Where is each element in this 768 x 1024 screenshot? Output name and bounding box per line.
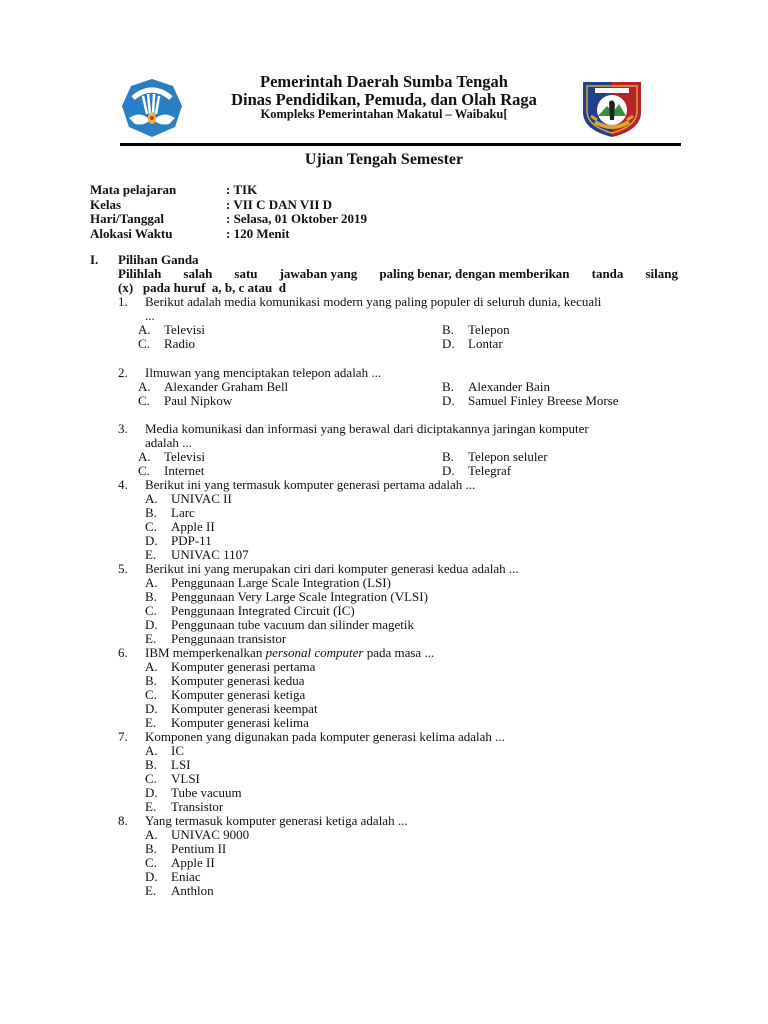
question-text: Yang termasuk komputer generasi ketiga adalah ... — [145, 813, 408, 828]
question-2 — [118, 366, 702, 408]
option-b[interactable] — [442, 380, 702, 394]
option-letter: C. — [145, 603, 157, 618]
meta-value: : TIK — [226, 182, 258, 197]
question-number: 5. — [118, 561, 128, 576]
option-a[interactable] — [138, 380, 442, 394]
option-d[interactable] — [145, 618, 675, 632]
meta-row-subject — [90, 183, 367, 198]
option-letter: C. — [138, 336, 150, 351]
instruction-word: Pilihlah — [118, 266, 162, 281]
option-text: UNIVAC 1107 — [171, 547, 249, 562]
question-text: Ilmuwan yang menciptakan telepon adalah ... — [145, 365, 382, 380]
option-text: Anthlon — [171, 883, 214, 898]
option-letter: E. — [145, 547, 157, 562]
option-text: Komputer generasi pertama — [171, 659, 316, 674]
option-letter: B. — [145, 589, 157, 604]
question-number: 4. — [118, 477, 128, 492]
question-text: Komponen yang digunakan pada komputer generasi kelima adalah ... — [145, 729, 505, 744]
option-letter: A. — [145, 743, 158, 758]
meta-label: Kelas — [90, 196, 122, 212]
instruction-line-2: (x) pada huruf a, b, c atau d — [118, 280, 286, 295]
option-letter: A. — [145, 827, 158, 842]
option-a[interactable] — [145, 492, 675, 506]
option-e[interactable] — [145, 716, 675, 730]
header-department: Dinas Pendidikan, Pemuda, dan Olah Raga — [231, 90, 537, 109]
option-letter: B. — [145, 757, 157, 772]
option-letter: E. — [145, 799, 157, 814]
option-letter: A. — [138, 379, 151, 394]
question-3 — [118, 422, 702, 478]
option-text: Transistor — [171, 799, 224, 814]
option-e[interactable] — [145, 548, 675, 562]
option-b[interactable] — [442, 450, 702, 464]
meta-value: : VII C DAN VII D — [226, 196, 333, 212]
option-letter: D. — [145, 617, 158, 632]
option-b[interactable] — [145, 674, 675, 688]
section-heading — [90, 253, 199, 267]
option-text: Penggunaan tube vacuum dan silinder magetik — [171, 617, 414, 632]
option-letter: D. — [145, 869, 158, 884]
option-letter: D. — [442, 463, 455, 478]
option-text: Komputer generasi ketiga — [171, 687, 306, 702]
question-number: 2. — [118, 365, 128, 380]
option-text: Telepon seluler — [468, 449, 548, 464]
option-letter: A. — [145, 659, 158, 674]
instruction-word: silang — [645, 266, 678, 281]
option-c[interactable] — [145, 772, 675, 786]
option-text: Komputer generasi kelima — [171, 715, 309, 730]
question-text-cont: adalah ... — [145, 435, 192, 450]
option-e[interactable] — [145, 632, 675, 646]
option-e[interactable] — [145, 800, 675, 814]
option-letter: D. — [145, 533, 158, 548]
option-text: Internet — [164, 463, 205, 478]
option-a[interactable] — [145, 828, 675, 842]
option-text: Komputer generasi kedua — [171, 673, 305, 688]
option-d[interactable] — [442, 394, 702, 408]
header-divider — [120, 143, 681, 146]
option-letter: B. — [145, 673, 157, 688]
question-text: Berikut adalah media komunikasi modern yang paling populer di seluruh dunia, kecuali — [145, 294, 602, 309]
option-letter: C. — [145, 855, 157, 870]
option-d[interactable] — [145, 534, 675, 548]
question-6 — [118, 646, 675, 730]
option-text: Televisi — [164, 449, 205, 464]
question-number: 1. — [118, 294, 128, 309]
option-text: VLSI — [171, 771, 200, 786]
meta-row-date — [90, 212, 367, 227]
instruction-word: jawaban yang — [279, 266, 358, 281]
option-letter: A. — [138, 322, 151, 337]
option-d[interactable] — [145, 786, 675, 800]
section-instruction — [118, 267, 678, 295]
meta-label: Alokasi Waktu — [90, 225, 173, 241]
question-8 — [118, 814, 675, 898]
question-number: 3. — [118, 421, 128, 436]
option-letter: E. — [145, 715, 157, 730]
section-number: I. — [90, 252, 99, 267]
question-text-cont: ... — [145, 308, 155, 323]
question-4 — [118, 478, 675, 562]
option-letter: C. — [138, 463, 150, 478]
section-title: Pilihan Ganda — [118, 252, 199, 267]
instruction-word: tanda — [591, 266, 624, 281]
meta-row-duration — [90, 227, 367, 242]
option-text: Samuel Finley Breese Morse — [468, 393, 619, 408]
question-7 — [118, 730, 675, 814]
option-text: Telegraf — [468, 463, 512, 478]
header-government: Pemerintah Daerah Sumba Tengah — [260, 72, 508, 91]
option-text: UNIVAC 9000 — [171, 827, 250, 842]
question-number: 7. — [118, 729, 128, 744]
question-text: IBM memperkenalkan personal computer pada masa ... — [145, 645, 435, 660]
option-letter: D. — [145, 701, 158, 716]
option-text: Apple II — [171, 855, 215, 870]
question-text-italic: personal computer — [265, 645, 364, 660]
option-text: LSI — [171, 757, 191, 772]
option-a[interactable] — [145, 576, 675, 590]
option-letter: C. — [145, 687, 157, 702]
option-text: Penggunaan Very Large Scale Integration (VLSI) — [171, 589, 428, 604]
instruction-word: paling benar, dengan memberikan — [379, 266, 570, 281]
option-letter: B. — [442, 379, 454, 394]
option-c[interactable] — [145, 688, 675, 702]
option-letter: C. — [145, 771, 157, 786]
option-c[interactable] — [145, 604, 675, 618]
option-text: Tube vacuum — [171, 785, 242, 800]
option-d[interactable] — [145, 870, 675, 884]
option-letter: E. — [145, 883, 157, 898]
instruction-word: satu — [234, 266, 258, 281]
option-text: Radio — [164, 336, 196, 351]
option-text: IC — [171, 743, 184, 758]
option-a[interactable] — [145, 744, 675, 758]
option-text: Eniac — [171, 869, 201, 884]
option-letter: D. — [442, 336, 455, 351]
option-text: Penggunaan transistor — [171, 631, 287, 646]
option-letter: A. — [145, 575, 158, 590]
option-b[interactable] — [145, 758, 675, 772]
option-c[interactable] — [138, 464, 442, 478]
option-a[interactable] — [138, 450, 442, 464]
meta-value: : Selasa, 01 Oktober 2019 — [226, 211, 367, 226]
meta-label: Hari/Tanggal — [90, 211, 164, 226]
option-text: Alexander Bain — [468, 379, 550, 394]
option-text: Pentium II — [171, 841, 227, 856]
question-number: 8. — [118, 813, 128, 828]
option-c[interactable] — [138, 337, 442, 351]
option-d[interactable] — [145, 702, 675, 716]
question-text: Berikut ini yang merupakan ciri dari komputer generasi kedua adalah ... — [145, 561, 519, 576]
option-text: Lontar — [468, 336, 503, 351]
question-text: Berikut ini yang termasuk komputer generasi pertama adalah ... — [145, 477, 476, 492]
question-number: 6. — [118, 645, 128, 660]
meta-value: : 120 Menit — [226, 225, 290, 241]
meta-row-class — [90, 198, 367, 213]
option-letter: D. — [442, 393, 455, 408]
option-text: Paul Nipkow — [164, 393, 233, 408]
option-text: Televisi — [164, 322, 205, 337]
option-c[interactable] — [138, 394, 442, 408]
option-c[interactable] — [145, 520, 675, 534]
option-letter: B. — [442, 449, 454, 464]
option-d[interactable] — [442, 464, 702, 478]
option-d[interactable] — [442, 337, 702, 351]
option-text: Komputer generasi keempat — [171, 701, 318, 716]
option-letter: E. — [145, 631, 157, 646]
question-text: Media komunikasi dan informasi yang berawal dari diciptakannya jaringan komputer — [145, 421, 589, 436]
instruction-word: salah — [183, 266, 213, 281]
question-1 — [118, 295, 702, 351]
option-letter: D. — [145, 785, 158, 800]
option-letter: A. — [138, 449, 151, 464]
option-e[interactable] — [145, 884, 675, 898]
option-text: Alexander Graham Bell — [164, 379, 289, 394]
option-text: Penggunaan Integrated Circuit (IC) — [171, 603, 355, 618]
option-text: UNIVAC II — [171, 491, 232, 506]
exam-title: Ujian Tengah Semester — [304, 151, 464, 168]
option-text: Telepon — [468, 322, 510, 337]
header-address: Kompleks Pemerintahan Makatul – Waibaku[ — [260, 107, 508, 121]
option-letter: A. — [145, 491, 158, 506]
option-letter: B. — [442, 322, 454, 337]
option-c[interactable] — [145, 856, 675, 870]
question-5 — [118, 562, 675, 646]
option-b[interactable] — [442, 323, 702, 337]
exam-meta — [90, 183, 367, 241]
option-a[interactable] — [138, 323, 442, 337]
option-text: Larc — [171, 505, 195, 520]
option-b[interactable] — [145, 506, 675, 520]
option-text: PDP-11 — [171, 533, 212, 548]
option-a[interactable] — [145, 660, 675, 674]
option-b[interactable] — [145, 590, 675, 604]
option-b[interactable] — [145, 842, 675, 856]
option-letter: C. — [138, 393, 150, 408]
option-text: Apple II — [171, 519, 215, 534]
option-letter: B. — [145, 841, 157, 856]
meta-label: Mata pelajaran — [90, 182, 177, 197]
option-text: Penggunaan Large Scale Integration (LSI) — [171, 575, 391, 590]
option-letter: C. — [145, 519, 157, 534]
option-letter: B. — [145, 505, 157, 520]
